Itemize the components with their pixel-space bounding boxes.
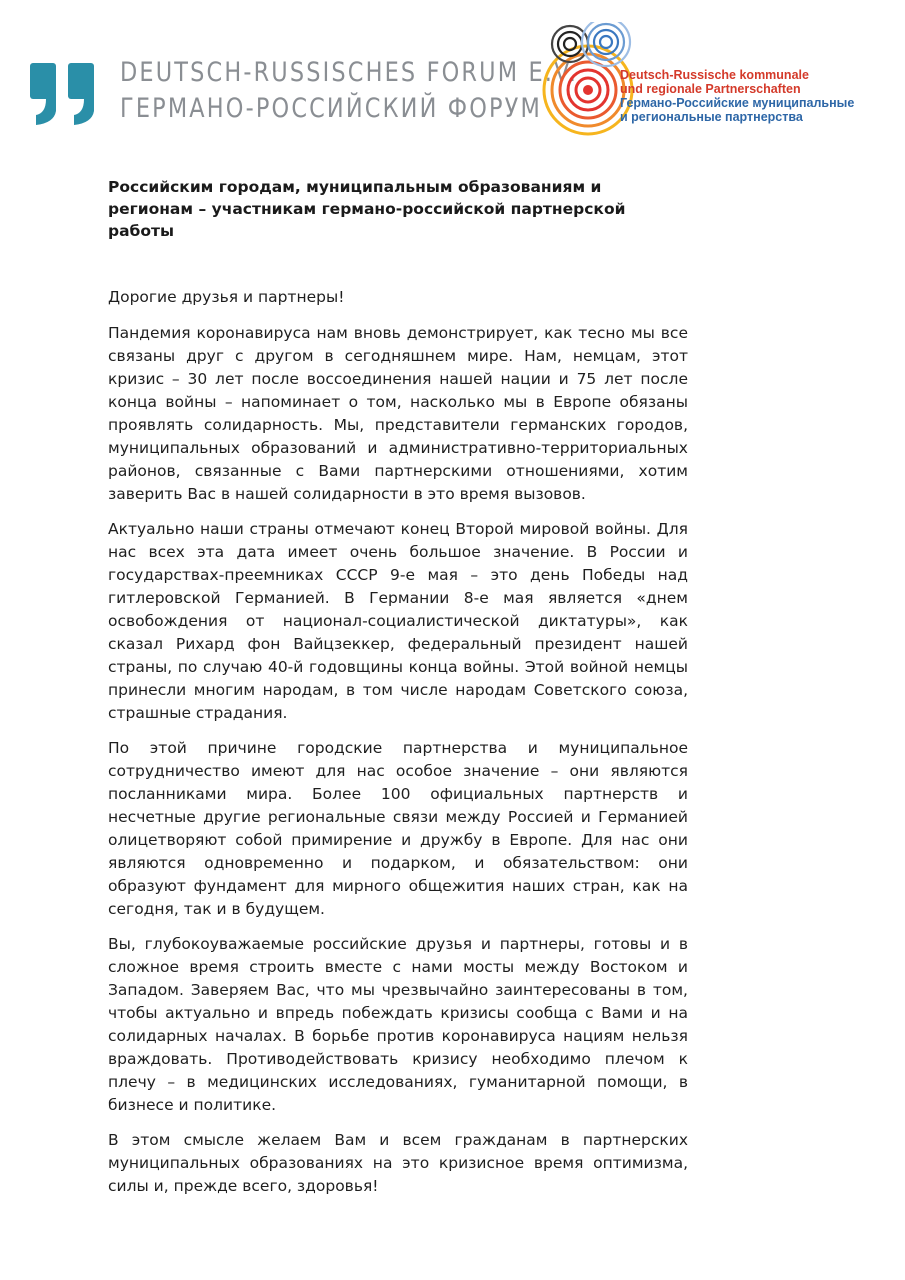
paragraph-2: Актуально наши страны отмечают конец Второй мировой войны. Для нас всех эта дата имеет очень большое значение. В России и государствах-преемниках СССР 9-е мая – это день Победы над гитлеровской Германией. В Германии 8-е мая является «днем освобождения от национал-социалистической диктатуры», как сказал Рихард фон Вайцзеккер, федеральный президент нашей страны, по случаю 40-й годовщины конца войны. Этой войной немцы принесли многим народам, в том числе народам Советского союза, страшные страдания.	[108, 520, 688, 722]
forum-name-de: DEUTSCH-RUSSISCHES FORUM E.V.	[120, 57, 578, 88]
letter-greeting: Дорогие друзья и партнеры!	[108, 288, 345, 306]
letter-body	[108, 176, 688, 1210]
partnership-name-ru-line-1: Германо-Российские муниципальные	[620, 96, 855, 110]
partnership-name-de-line-1: Deutsch-Russische kommunale	[620, 68, 809, 82]
paragraph-1: Пандемия коронавируса нам вновь демонстрирует, как тесно мы все связаны друг с другом в сегодняшнем мире. Нам, немцам, этот кризис – 30 лет после воссоединения нашей нации и 75 лет после конца войны – напоминает о том, насколько мы в Европе обязаны проявлять солидарность. Мы, представители германских городов, муниципальных образований и административно-территориальных районов, связанные с Вами партнерскими отношениями, хотим заверить Вас в нашей солидарности в это время вызовов.	[108, 324, 688, 503]
quote-mark-icon	[28, 59, 100, 127]
partnership-name-ru-line-2: и региональные партнерства	[620, 110, 803, 124]
partnership-name-de-line-2: und regionale Partnerschaften	[620, 82, 801, 96]
letter-heading: Российским городам, муниципальным образованиям и регионам – участникам германо-российской партнерской работы	[108, 178, 626, 240]
paragraph-3: По этой причине городские партнерства и муниципальное сотрудничество имеют для нас особое значение – они являются посланниками мира. Более 100 официальных партнерств и несчетные другие региональные связи между Россией и Германией олицетворяют собой примирение и дружбу в Европе. Для нас они являются одновременно и подарком, и обязательством: они образуют фундамент для мирного общежития наших стран, как на сегодня, так и в будущем.	[108, 739, 688, 918]
paragraph-4: Вы, глубокоуважаемые российские друзья и партнеры, готовы и в сложное время строить вместе с нами мосты между Востоком и Западом. Заверяем Вас, что мы чрезвычайно заинтересованы в том, чтобы актуально и впредь побеждать кризисы сообща с Вами и на солидарных началах. В борьбе против коронавируса нациям нельзя враждовать. Противодействовать кризису необходимо плечом к плечу – в медицинских исследованиях, гуманитарной помощи, в бизнесе и политике.	[108, 935, 688, 1114]
paragraph-5: В этом смысле желаем Вам и всем гражданам в партнерских муниципальных образованиях на это кризисное время оптимизма, силы и, прежде всего, здоровья!	[108, 1131, 688, 1195]
forum-logo	[28, 55, 578, 130]
partnership-logo	[540, 22, 860, 142]
forum-name-ru: ГЕРМАНО-РОССИЙСКИЙ ФОРУМ	[120, 93, 543, 124]
